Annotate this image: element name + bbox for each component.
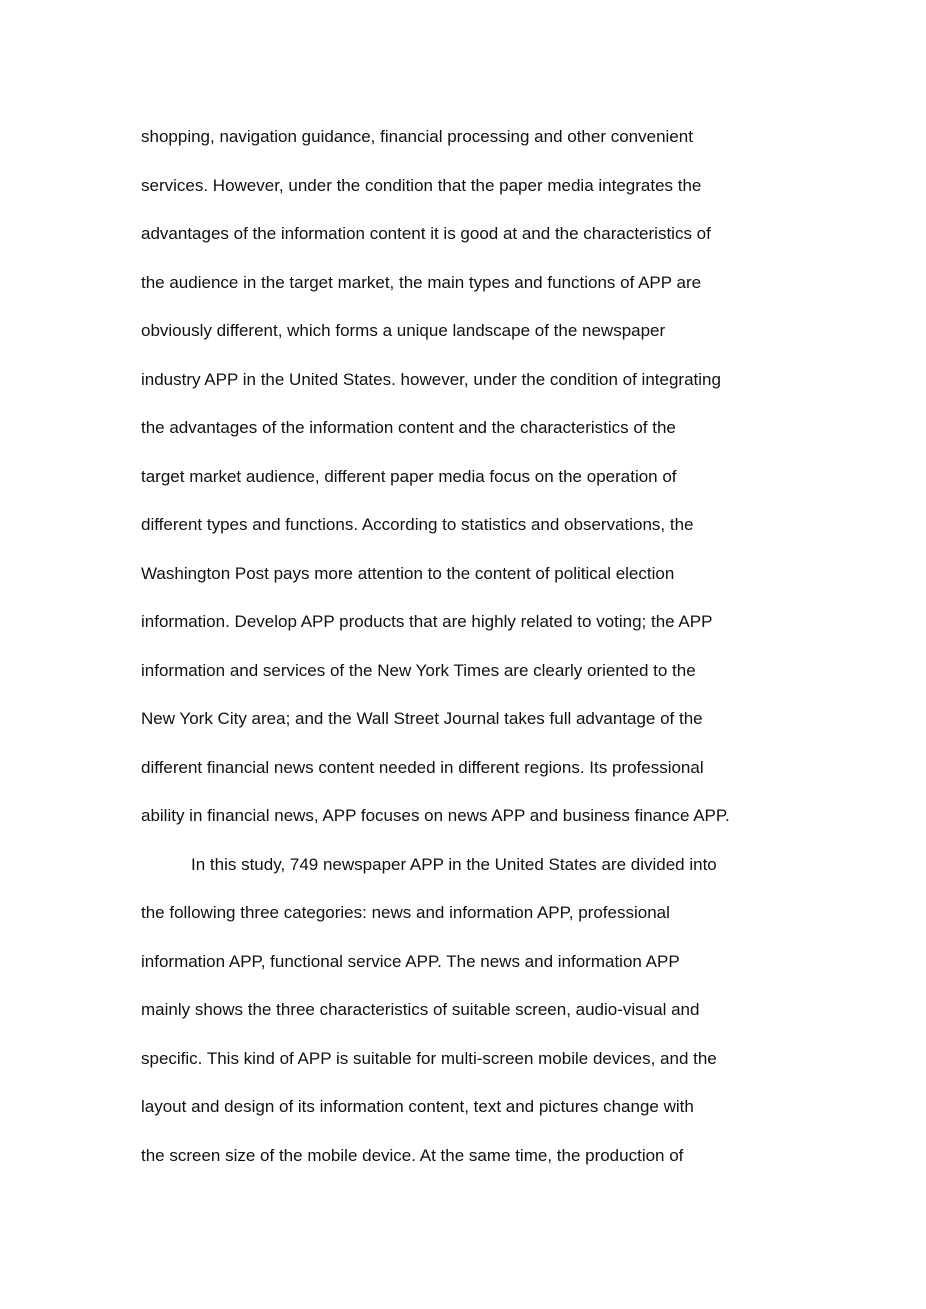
text-line: information and services of the New York Times are clearly oriented to the <box>141 661 696 680</box>
text-line: the screen size of the mobile device. At the same time, the production of <box>141 1146 684 1165</box>
text-line: layout and design of its information content, text and pictures change with <box>141 1097 694 1116</box>
text-line: mainly shows the three characteristics of suitable screen, audio-visual and <box>141 1000 700 1019</box>
text-line: information. Develop APP products that are highly related to voting; the APP <box>141 612 713 631</box>
text-line: obviously different, which forms a unique landscape of the newspaper <box>141 321 666 340</box>
text-line: New York City area; and the Wall Street Journal takes full advantage of the <box>141 709 703 728</box>
text-line: ability in financial news, APP focuses on news APP and business finance APP. <box>141 806 730 825</box>
text-line: the following three categories: news and information APP, professional <box>141 903 670 922</box>
text-line: information APP, functional service APP. The news and information APP <box>141 952 680 971</box>
text-line: shopping, navigation guidance, financial processing and other convenient <box>141 127 693 146</box>
text-line: advantages of the information content it is good at and the characteristics of <box>141 224 711 243</box>
text-line: services. However, under the condition that the paper media integrates the <box>141 176 702 195</box>
text-line: target market audience, different paper media focus on the operation of <box>141 467 677 486</box>
text-line: the advantages of the information content and the characteristics of the <box>141 418 676 437</box>
paragraph-first-line: In this study, 749 newspaper APP in the United States are divided into <box>191 855 717 874</box>
text-line: specific. This kind of APP is suitable for multi-screen mobile devices, and the <box>141 1049 717 1068</box>
text-line: Washington Post pays more attention to the content of political election <box>141 564 675 583</box>
text-line: different types and functions. According to statistics and observations, the <box>141 515 694 534</box>
text-line: different financial news content needed in different regions. Its professional <box>141 758 704 777</box>
text-line: the audience in the target market, the main types and functions of APP are <box>141 273 702 292</box>
text-line: industry APP in the United States. however, under the condition of integrating <box>141 370 721 389</box>
